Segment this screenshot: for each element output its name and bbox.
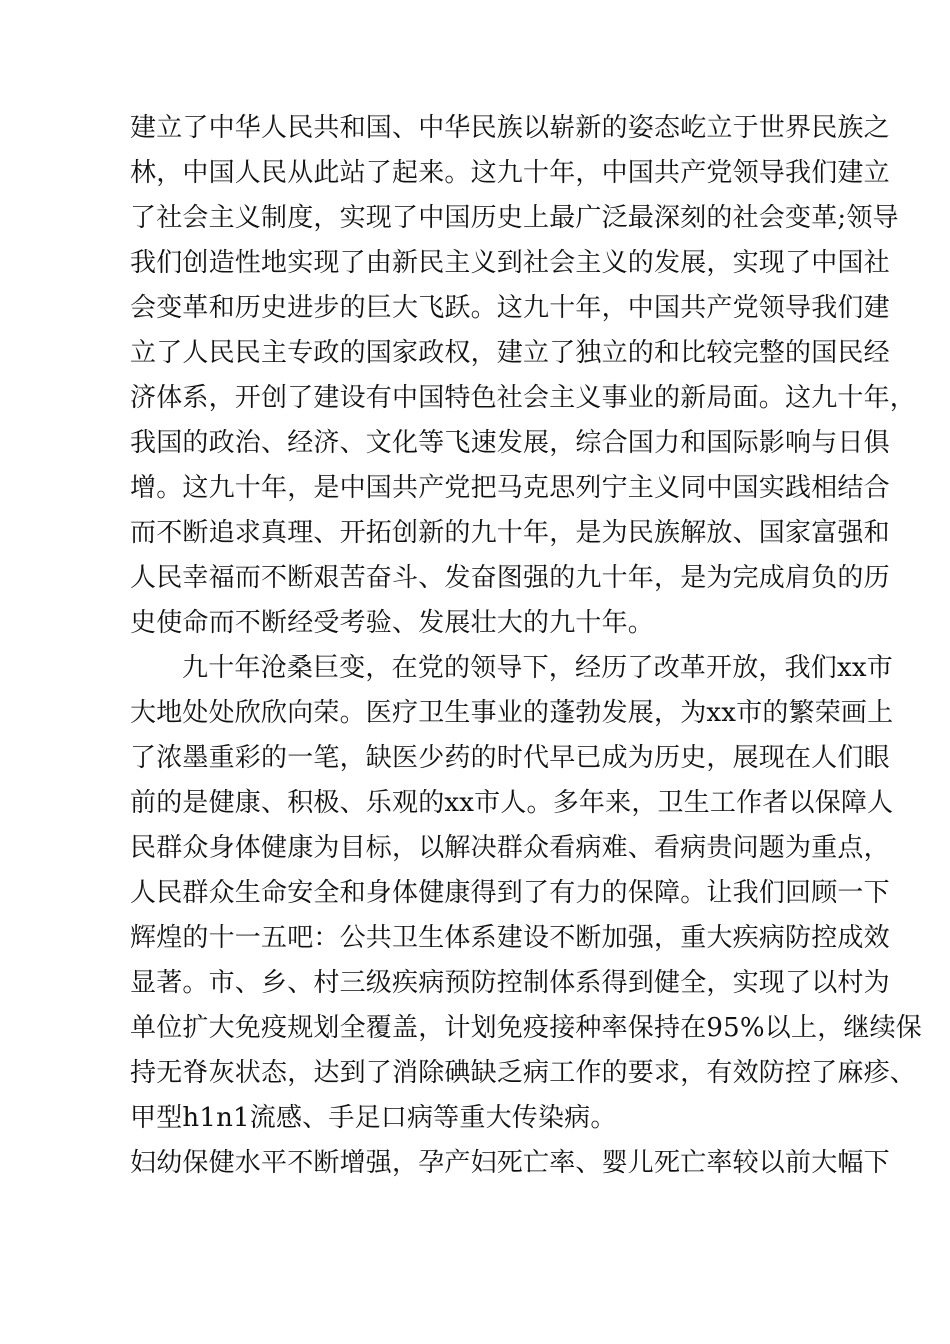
- text-line: 人民幸福而不断艰苦奋斗、发奋图强的九十年，是为完成肩负的历: [130, 563, 890, 593]
- text-line: 我们创造性地实现了由新民主义到社会主义的发展，实现了中国社: [130, 248, 890, 278]
- text-line: 显著。市、乡、村三级疾病预防控制体系得到健全，实现了以村为: [130, 968, 890, 998]
- text-line: 民群众身体健康为目标，以解决群众看病难、看病贵问题为重点，: [130, 833, 890, 863]
- text-line: 单位扩大免疫规划全覆盖，计划免疫接种率保持在95%以上，继续保: [130, 1013, 922, 1043]
- text-line: 史使命而不断经受考验、发展壮大的九十年。: [130, 608, 655, 638]
- text-line: 林，中国人民从此站了起来。这九十年，中国共产党领导我们建立: [130, 158, 890, 188]
- text-line: 了浓墨重彩的一笔，缺医少药的时代早已成为历史，展现在人们眼: [130, 743, 890, 773]
- text-line: 增。这九十年，是中国共产党把马克思列宁主义同中国实践相结合: [130, 473, 890, 503]
- text-line: 会变革和历史进步的巨大飞跃。这九十年，中国共产党领导我们建: [130, 293, 890, 323]
- text-line: 辉煌的十一五吧：公共卫生体系建设不断加强，重大疾病防控成效: [130, 923, 890, 953]
- text-line: 而不断追求真理、开拓创新的九十年，是为民族解放、国家富强和: [130, 518, 890, 548]
- text-line: 了社会主义制度，实现了中国历史上最广泛最深刻的社会变革;领导: [130, 203, 899, 233]
- text-line: 济体系，开创了建设有中国特色社会主义事业的新局面。这九十年，: [130, 383, 917, 413]
- text-line: 前的是健康、积极、乐观的xx市人。多年来，卫生工作者以保障人: [130, 788, 894, 818]
- text-line: 妇幼保健水平不断增强，孕产妇死亡率、婴儿死亡率较以前大幅下: [130, 1148, 890, 1178]
- text-line: 大地处处欣欣向荣。医疗卫生事业的蓬勃发展，为xx市的繁荣画上: [130, 698, 894, 728]
- text-line: 持无脊灰状态，达到了消除碘缺乏病工作的要求，有效防控了麻疹、: [130, 1058, 917, 1088]
- text-line: 立了人民民主专政的国家政权，建立了独立的和比较完整的国民经: [130, 338, 890, 368]
- text-line: 建立了中华人民共和国、中华民族以崭新的姿态屹立于世界民族之: [130, 113, 890, 143]
- text-line: 九十年沧桑巨变，在党的领导下，经历了改革开放，我们xx市: [182, 653, 893, 683]
- text-line: 甲型h1n1流感、手足口病等重大传染病。: [130, 1103, 617, 1133]
- text-line: 人民群众生命安全和身体健康得到了有力的保障。让我们回顾一下: [130, 878, 890, 908]
- text-line: 我国的政治、经济、文化等飞速发展，综合国力和国际影响与日俱: [130, 428, 890, 458]
